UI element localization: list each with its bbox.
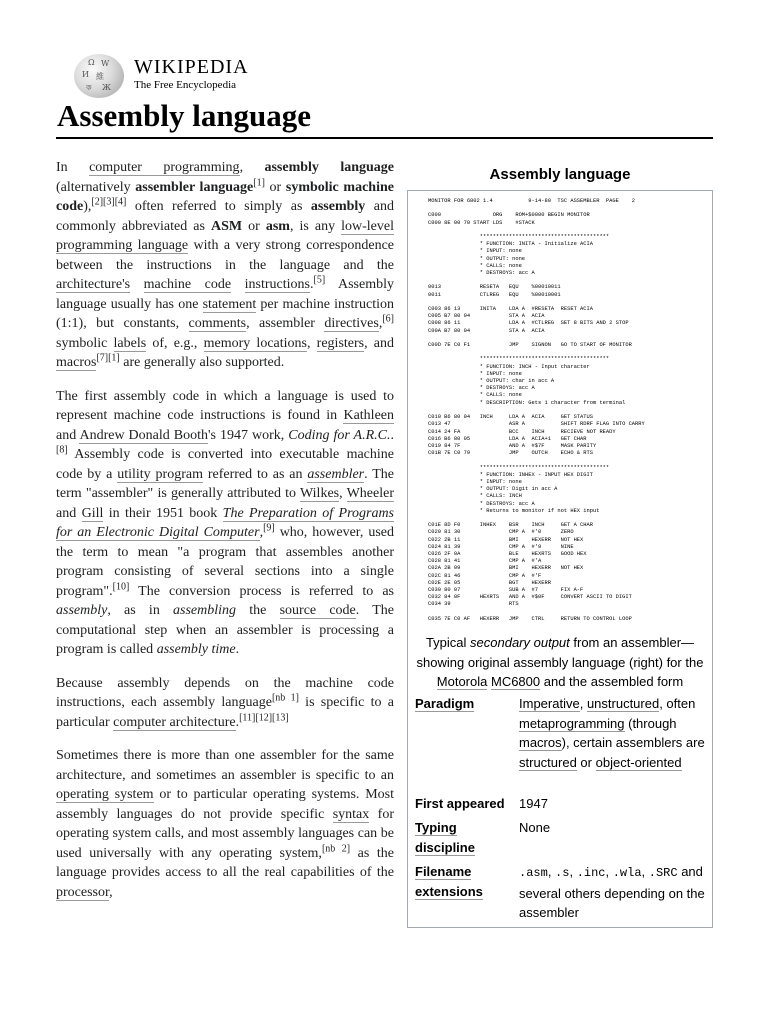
infobox-value: .asm, .s, .inc, .wla, .SRC and several others depending on the assembler [519,864,705,920]
link-macros-infobox[interactable]: macros [519,735,562,750]
listing-line: * CALLS: none [428,262,522,269]
listing-line: C000 8E 00 70 START LDS #STACK [428,219,535,226]
infobox-label: Typing discipline [415,820,475,855]
paragraph-history: The first assembly code in which a language is used to represent machine code instructions is found in Kathleen and Andrew Donald Booth's 1947 work, Coding for A.R.C..[8] Assembly code is converted into executable machine code by a utility program referred to as an assembler. The term "assembler" is generally attributed to Wilkes, Wheeler and Gill in their 1951 book The Preparation of Programs for an Electronic Digital Computer,[9] who, however, used the term to mean "a program that assembles another program consisting of several sections into a single program".[10] The conversion process is referred to as assembly, as in assembling the source code. The computational step when an assembler is processing a program is called assembly time. [56,388,395,657]
citation[interactable]: [11][12][13] [239,711,289,723]
wikipedia-tagline: The Free Encyclopedia [134,79,237,91]
listing-line: * DESTROYS: acc A [428,385,535,392]
globe-glyph: Ж [102,83,111,92]
listing-line [428,349,700,356]
citation[interactable]: [7][1] [96,352,120,364]
globe-glyph: И [82,70,89,79]
listing-line [428,205,700,212]
link-unstructured[interactable]: unstructured [586,696,660,711]
listing-line [428,277,700,284]
listing-line [428,515,700,522]
link-statement[interactable]: statement [202,296,257,312]
infobox-title: Assembly language [489,166,631,183]
link-source-code[interactable]: source code [279,603,356,618]
listing-line [428,227,700,234]
listing-line: **************************************** [428,356,610,363]
globe-glyph: 維 [96,72,104,81]
listing-line: C026 2F 0A BLE HEXRTS GOOD HEX [428,550,587,557]
citation[interactable]: [10] [112,580,130,592]
listing-line: C034 39 RTS [428,601,519,608]
listing-line: * FUNCTION: INHEX - INPUT HEX DIGIT [428,471,593,478]
assembly-listing-image[interactable] [428,198,700,628]
listing-line: * INPUT: none [428,248,522,255]
listing-line: C01E 8D F0 INHEX BSR INCH GET A CHAR [428,522,593,529]
infobox-value: None [519,820,551,835]
listing-line: C013 47 ASR A SHIFT RDRF FLAG INTO CARRY [428,421,645,428]
listing-line: C010 B6 80 04 INCH LDA A ACIA GET STATUS [428,414,593,421]
listing-line: C01B 7E C0 79 JMP OUTCH ECHO & RTS [428,450,593,457]
listing-line [428,335,700,342]
link-wilkes[interactable]: Wilkes [300,486,340,501]
listing-line [428,299,700,306]
listing-line: * FUNCTION: INITA - Initialize ACIA [428,241,593,248]
link-motorola[interactable]: Motorola [436,674,488,689]
listing-line: * DESTROYS: acc A [428,500,535,507]
link-gill[interactable]: Gill [81,505,104,521]
citation[interactable]: [2][3][4] [91,196,127,208]
listing-line: C005 B7 80 04 STA A ACIA [428,313,545,320]
citation[interactable]: [6] [382,313,394,325]
listing-line: * DESTROYS: acc A [428,270,535,277]
link-mc6800[interactable]: MC6800 [490,674,541,689]
listing-line: C024 81 39 CMP A #'9 NINE [428,543,574,550]
listing-line: **************************************** [428,464,610,471]
listing-line: C022 2B 11 BMI HEXERR NOT HEX [428,536,584,543]
link-computer-programming[interactable]: computer programming [89,160,240,175]
link-wheeler[interactable]: Wheeler [346,486,394,501]
link-macros[interactable]: macros [56,355,97,370]
infobox-label: First appeared [415,796,505,811]
link-computer-architecture[interactable]: computer architecture [113,714,236,730]
wikipedia-globe-logo[interactable] [74,54,124,98]
citation[interactable]: [5] [313,274,326,286]
listing-line: * OUTPUT: char in acc A [428,378,555,385]
listing-line: C00D 7E C0 F1 JMP SIGNON GO TO START OF MONITOR [428,342,632,349]
listing-line: * OUTPUT: Digit in acc A [428,486,558,493]
listing-line: C00A B7 80 04 STA A ACIA [428,327,545,334]
listing-line: C030 80 07 SUB A #7 FIX A-F [428,586,584,593]
listing-line: * INPUT: none [428,370,522,377]
listing-line: * Returns to monitor if not HEX input [428,507,600,514]
link-assembler[interactable]: assembler [307,466,365,482]
paragraph-os: Sometimes there is more than one assembler for the same architecture, and sometimes an assembler is specific to an operating system or to particular operating systems. Most assembly languages do not provide specific syntax for operating system calls, and most assembly languages can be used universally with any operating system,[nb 2] as the language provides access to all the real capabilities of the processor, [56,748,394,900]
link-operating-system[interactable]: operating system [56,787,154,802]
link-utility-program[interactable]: utility program [117,466,203,482]
link-comments[interactable]: comments [188,316,247,331]
listing-line: 0013 RESETA EQU %00010011 [428,284,561,291]
listing-line: C008 86 11 LDA A #CTLREG SET 8 BITS AND 2 STOP [428,320,629,327]
listing-line: 0011 CTLREG EQU %00010001 [428,291,561,298]
link-instructions[interactable]: instructions [244,277,311,292]
listing-line: C014 24 FA BCC INCH RECIEVE NOT READY [428,428,616,435]
infobox-value: 1947 [519,796,548,811]
listing-line: C035 7E C0 AF HEXERR JMP CTRL RETURN TO CONTROL LOOP [428,615,632,622]
link-book-title[interactable]: The Preparation of Programs for an Electronic Digital Computer [56,505,395,540]
link-labels[interactable]: labels [113,335,147,351]
listing-line: C019 84 7F AND A #$7F MASK PARITY [428,442,597,449]
link-andrew-donald-booth[interactable]: Andrew Donald Booth [79,427,208,443]
paragraph-architecture: Because assembly depends on the machine code instructions, each assembly language[nb 1] is specific to a particular computer architecture.[11][12][13] [56,675,394,730]
citation[interactable]: [9] [263,522,275,534]
listing-line: C016 B6 80 05 LDA A ACIA+1 GET CHAR [428,435,587,442]
infobox-caption: Typical secondary output from an assembler—showing original assembly language (right) for the Motorola MC6800 and the assembled form [416,635,704,689]
note[interactable]: [nb 2] [321,842,351,854]
paragraph-intro: In computer programming, assembly language (alternatively assembler language[1] or symbolic machine code),[2][3][4] often referred to simply as assembly and commonly abbreviated as ASM or asm, is any low-level programming language with a very strong correspondence between the instructions in the language and the architecture's machine code instructions.[5] Assembly language usually has one statement per machine instruction (1:1), but constants, comments, assembler directives,[6] symbolic labels of, e.g., memory locations, registers, and macros[7][1] are generally also supported. [56,160,395,370]
article-body [56,158,394,916]
link-imperative[interactable]: Imperative [519,696,580,711]
listing-line: C02C 81 46 CMP A #'F [428,572,542,579]
listing-line: C02E 2E 05 BGT HEXERR [428,579,551,586]
link-machine-code[interactable]: machine code [143,277,232,292]
title-divider [56,137,713,139]
listing-line: * INPUT: none [428,478,522,485]
listing-line [428,609,700,616]
listing-line: * CALLS: INCH [428,493,522,500]
page-title: Assembly language [57,98,312,133]
listing-line: * FUNCTION: INCH - Input character [428,363,590,370]
listing-line: * DESCRIPTION: Gets 1 character from terminal [428,399,626,406]
wikipedia-wordmark[interactable]: WIKIPEDIA [134,56,249,78]
listing-line: **************************************** [428,234,610,241]
citation[interactable]: [1] [253,176,265,188]
globe-glyph: Ω [88,58,95,67]
listing-line: C032 84 0F HEXRTS AND A #$0F CONVERT ASCII TO DIGIT [428,594,632,601]
globe-glyph: W [101,59,110,68]
listing-line: C000 ORG ROM+$0000 BEGIN MONITOR [428,212,590,219]
listing-line: MONITOR FOR 6802 1.4 9-14-80 TSC ASSEMBLER PAGE 2 [428,198,636,204]
globe-glyph: ক [86,83,92,92]
note[interactable]: [nb 1] [271,692,299,704]
listing-line: C028 81 41 CMP A #'A [428,558,542,565]
listing-line [428,457,700,464]
link-object-oriented[interactable]: object-oriented [595,754,682,770]
link-metaprogramming[interactable]: metaprogramming [519,715,625,731]
link-directives[interactable]: directives [324,316,379,331]
listing-line: C003 86 13 INITA LDA A #RESETA RESET ACIA [428,306,593,313]
listing-line: * CALLS: none [428,392,522,399]
listing-line: C02A 2B 09 BMI HEXERR NOT HEX [428,565,584,572]
link-registers[interactable]: registers [316,335,365,351]
listing-line: * OUTPUT: none [428,255,526,262]
infobox-label: Filename extensions [415,864,483,899]
link-processor[interactable]: processor [56,884,110,900]
citation[interactable]: [8] [56,444,68,456]
infobox-value: Imperative, unstructured, often metaprogramming (through macros), certain assemblers are structured or object-oriented [519,696,705,770]
link-structured[interactable]: structured [519,754,577,770]
link-architecture[interactable]: architecture's [56,277,131,292]
infobox-label: Paradigm [415,696,475,711]
listing-line: C020 81 30 CMP A #'0 ZERO [428,529,574,536]
link-syntax[interactable]: syntax [332,806,370,822]
link-low-level-programming-language[interactable]: low-level programming language [56,218,394,253]
listing-line [428,407,700,414]
link-memory-locations[interactable]: memory locations [203,335,307,351]
link-kathleen[interactable]: Kathleen [343,408,394,423]
